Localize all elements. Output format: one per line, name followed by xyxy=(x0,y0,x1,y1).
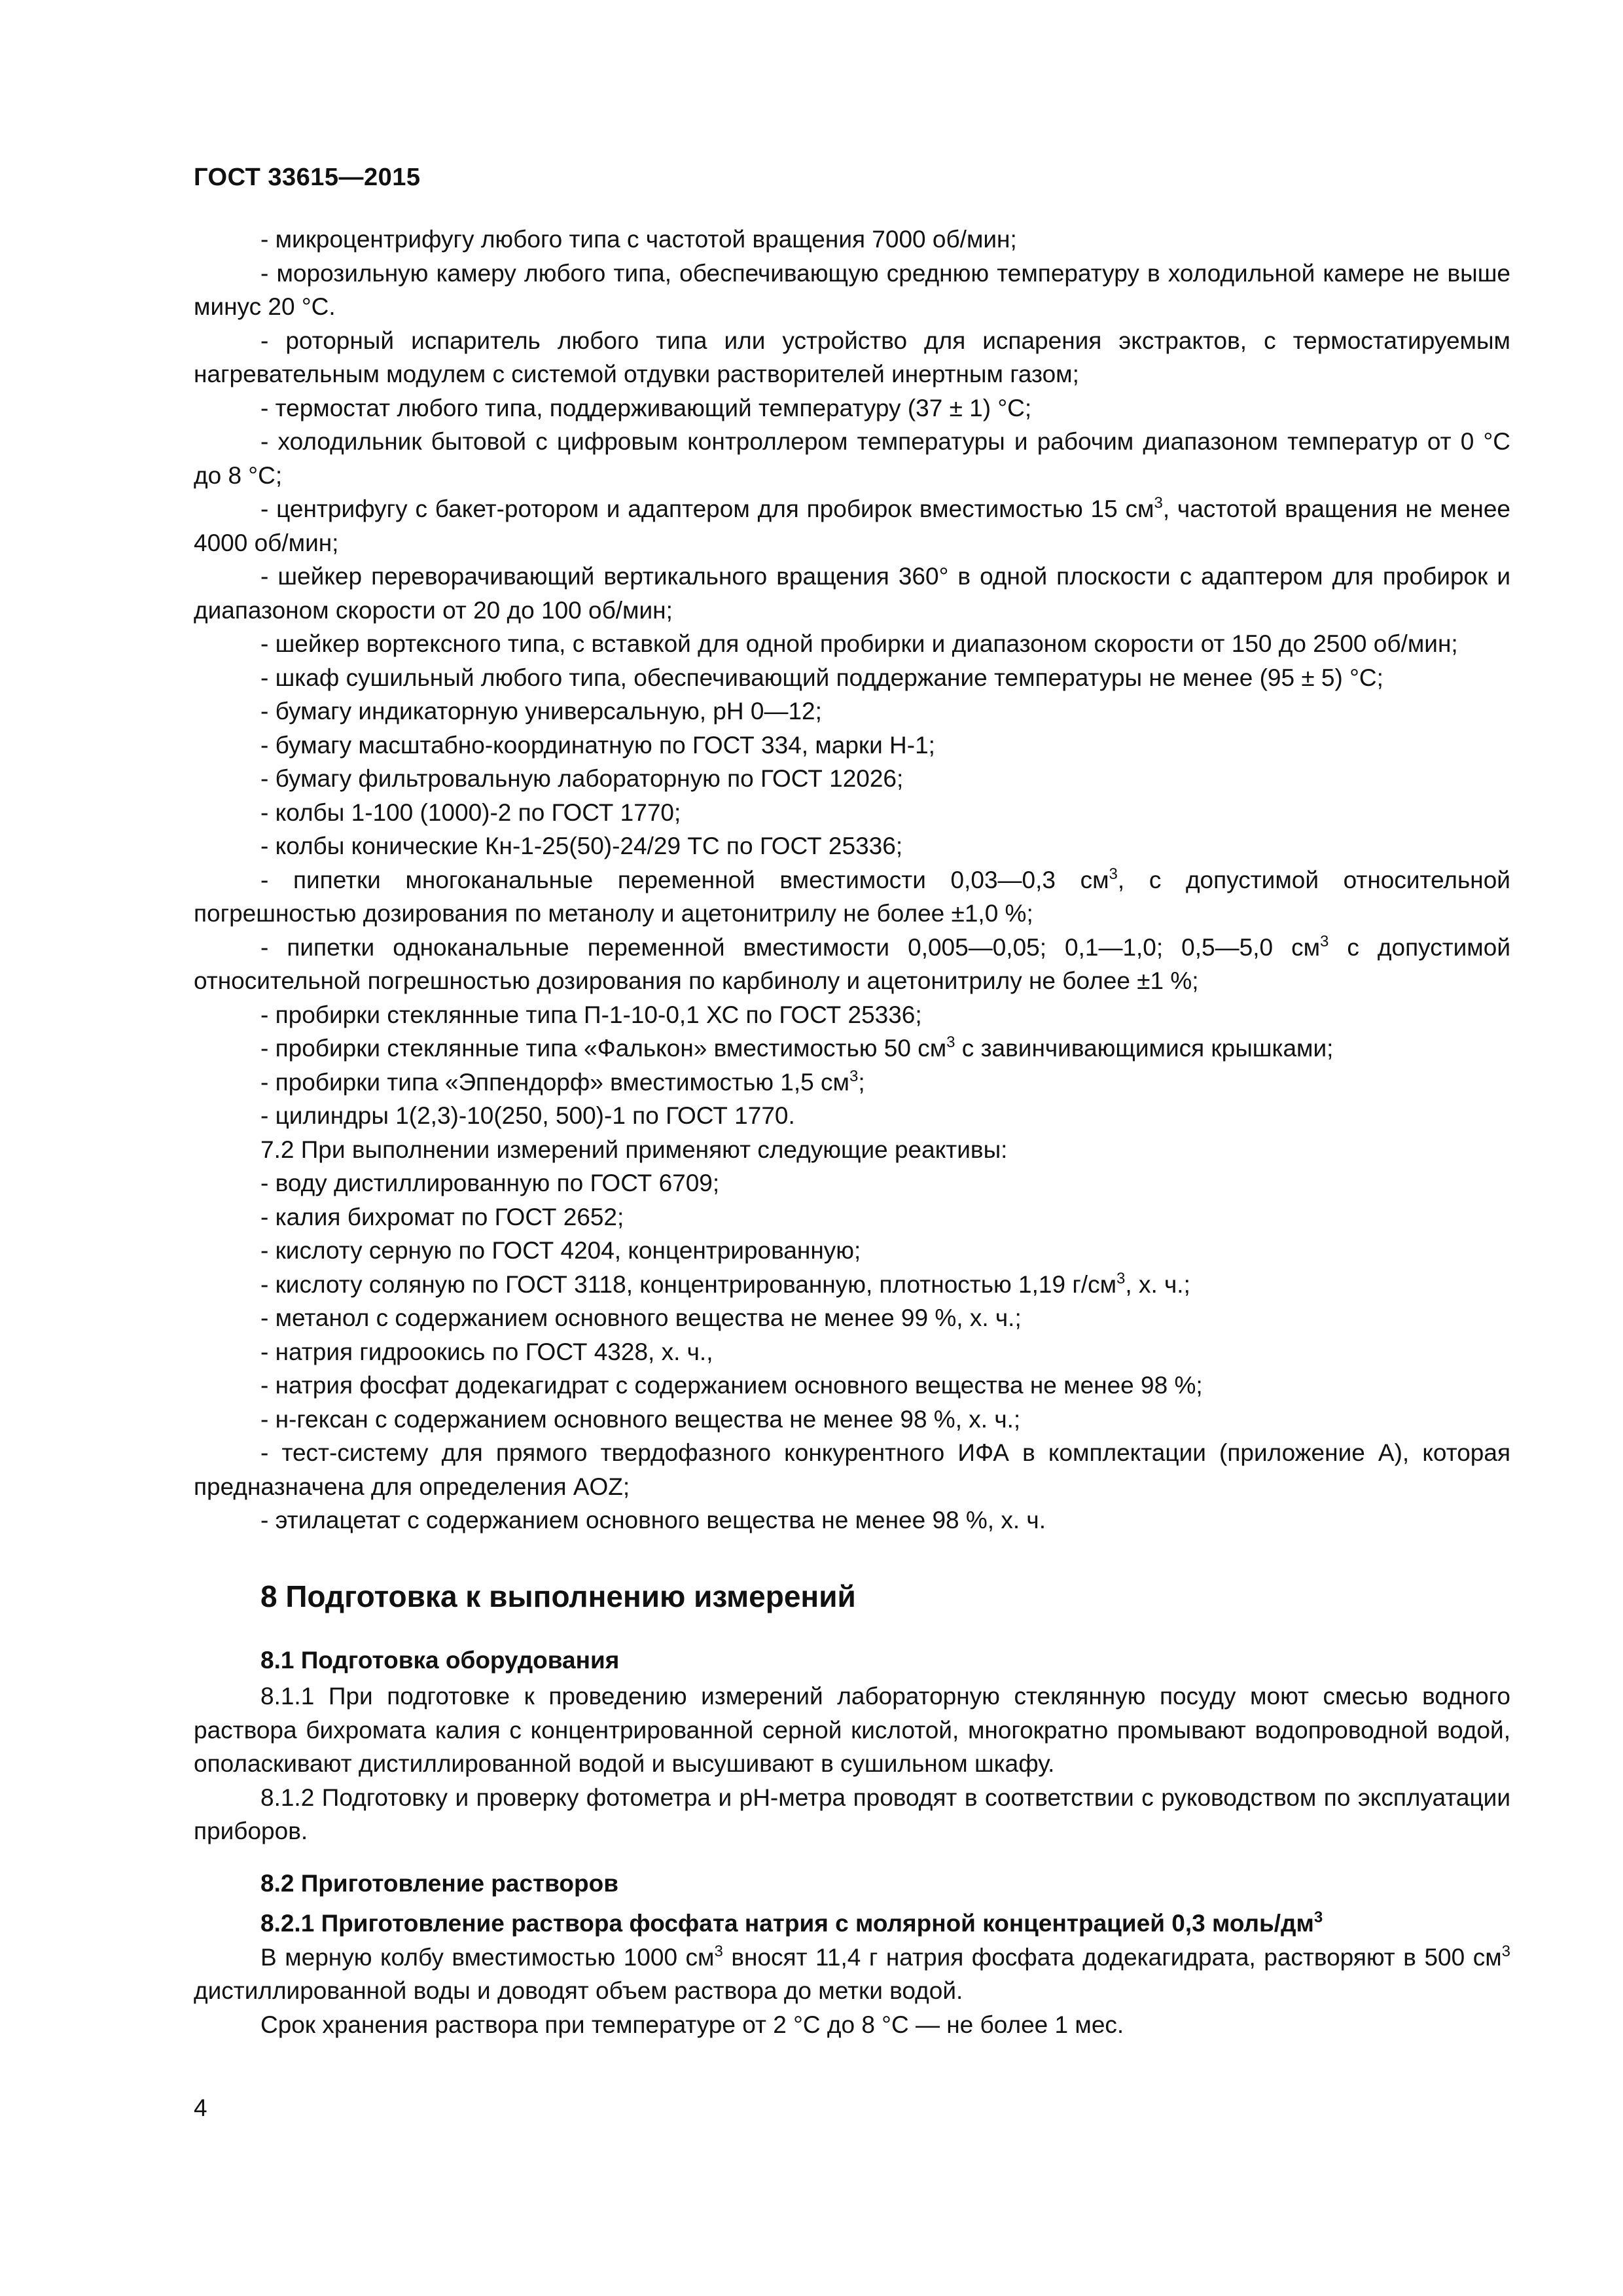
text-part: - пробирки стеклянные типа «Фалькон» вместимостью 50 см xyxy=(260,1035,947,1062)
section-8-title: 8 Подготовка к выполнению измерений xyxy=(260,1579,856,1613)
reagent-item: - этилацетат с содержанием основного вещества не менее 98 %, х. ч. xyxy=(260,1507,1046,1534)
text-part: дистиллированной воды и доводят объем раствора до метки водой. xyxy=(194,1977,963,2004)
equipment-item: - шейкер переворачивающий вертикального вращения 360° в одной плоскости с адаптером для пробирок и диапазоном скорости от 20 до 100 об/мин; xyxy=(194,563,1510,624)
paragraph-8-1-2: 8.1.2 Подготовку и проверку фотометра и pH-метра проводят в соответствии с руководством по эксплуатации приборов. xyxy=(194,1784,1510,1844)
equipment-item xyxy=(194,1031,1510,1066)
text-part: - центрифугу с бакет-ротором и адаптером для пробирок вместимостью 15 см xyxy=(260,495,1154,522)
equipment-item: - колбы 1-100 (1000)-2 по ГОСТ 1770; xyxy=(260,798,681,826)
reagent-item: - калия бихромат по ГОСТ 2652; xyxy=(260,1203,624,1230)
text-part: - кислоту соляную по ГОСТ 3118, концентрированную, плотностью 1,19 г/см xyxy=(260,1270,1117,1298)
equipment-item: - бумагу фильтровальную лабораторную по ГОСТ 12026; xyxy=(260,765,904,792)
equipment-item: - бумагу индикаторную универсальную, pH 0—12; xyxy=(260,698,822,725)
equipment-item: - бумагу масштабно-координатную по ГОСТ 334, марки Н-1; xyxy=(260,731,935,759)
document-header-id: ГОСТ 33615—2015 xyxy=(194,164,421,191)
reagent-item: - натрия гидроокись по ГОСТ 4328, х. ч., xyxy=(260,1338,713,1365)
reagent-item: - натрия фосфат додекагидрат с содержанием основного вещества не менее 98 %; xyxy=(260,1372,1203,1399)
reagent-item: - метанол с содержанием основного вещества не менее 99 %, х. ч.; xyxy=(260,1304,1022,1331)
text-part: , частотой вращения не менее 4000 об/мин; xyxy=(194,495,1510,556)
superscript: 3 xyxy=(1116,1269,1126,1287)
equipment-item xyxy=(194,1066,1510,1100)
reagent-item: - тест-систему для прямого твердофазного конкурентного ИФА в комплектации (приложение А), которая предназначена для определения AOZ; xyxy=(194,1439,1510,1500)
reagents-intro: 7.2 При выполнении измерений применяют следующие реактивы: xyxy=(260,1136,1008,1163)
equipment-item: - пробирки стеклянные типа П-1-10-0,1 ХС по ГОСТ 25336; xyxy=(260,1001,922,1028)
text-part: - пробирки типа «Эппендорф» вместимостью 1,5 см xyxy=(260,1068,849,1096)
equipment-item xyxy=(194,492,1510,560)
text-part: В мерную колбу вместимостью 1000 см xyxy=(260,1943,715,1971)
section-8-2-1-title-text: 8.2.1 Приготовление раствора фосфата натрия с молярной концентрацией 0,3 моль/дм xyxy=(260,1910,1314,1937)
equipment-item: - шейкер вортексного типа, с вставкой для одной пробирки и диапазоном скорости от 150 до 2500 об/мин; xyxy=(260,630,1458,657)
paragraph-8-2-1-b: Срок хранения раствора при температуре от 2 °C до 8 °C — не более 1 мес. xyxy=(260,2011,1124,2038)
superscript: 3 xyxy=(714,1942,723,1960)
section-8-2-title: 8.2 Приготовление растворов xyxy=(260,1869,618,1897)
equipment-item: - морозильную камеру любого типа, обеспечивающую среднюю температуру в холодильной камере не выше минус 20 °C. xyxy=(194,259,1510,320)
paragraph-8-1-1: 8.1.1 При подготовке к проведению измерений лабораторную стеклянную посуду моют смесью водного раствора бихромата калия с концентрированной серной кислотой, многократно промывают водопроводной водой, ополаскивают дистиллированной водой и высушивают в сушильном шкафу. xyxy=(194,1683,1510,1777)
equipment-item: - колбы конические Кн-1-25(50)-24/29 ТС по ГОСТ 25336; xyxy=(260,833,903,859)
reagent-item: - кислоту серную по ГОСТ 4204, концентрированную; xyxy=(260,1237,861,1264)
equipment-item: - термостат любого типа, поддерживающий температуру (37 ± 1) °C; xyxy=(260,394,1032,422)
reagent-list xyxy=(194,1166,1510,1537)
text-part: - пипетки многоканальные переменной вместимости 0,03—0,3 см xyxy=(260,866,1109,893)
document-body xyxy=(194,223,1510,2041)
superscript: 3 xyxy=(849,1067,859,1085)
equipment-item: - холодильник бытовой с цифровым контроллером температуры и рабочим диапазоном температур от 0 °C до 8 °C; xyxy=(194,428,1510,489)
text-part: с завинчивающимися крышками; xyxy=(955,1035,1334,1062)
text-part: вносят 11,4 г натрия фосфата додекагидрата, растворяют в 500 см xyxy=(722,1943,1502,1971)
reagent-item: - воду дистиллированную по ГОСТ 6709; xyxy=(260,1170,720,1196)
superscript: 3 xyxy=(946,1033,955,1051)
page-number: 4 xyxy=(194,2094,207,2121)
text-part: с допустимой относительной погрешностью дозирования по карбинолу и ацетонитрилу не более ±1 %; xyxy=(194,933,1510,994)
equipment-item: - шкаф сушильный любого типа, обеспечивающий поддержание температуры не менее (95 ± 5) °C; xyxy=(260,664,1383,691)
text-part: ; xyxy=(858,1068,865,1096)
equipment-item: - микроцентрифугу любого типа с частотой вращения 7000 об/мин; xyxy=(260,226,1017,253)
text-part: , х. ч.; xyxy=(1125,1270,1190,1298)
equipment-list xyxy=(194,223,1510,1133)
paragraph-8-2-1-a xyxy=(194,1941,1510,2008)
section-8-1-title: 8.1 Подготовка оборудования xyxy=(260,1646,620,1674)
section-8-2-1-title xyxy=(194,1907,1510,1941)
text-part: , с допустимой относительной погрешностью дозирования по метанолу и ацетонитрилу не более ±1,0 %; xyxy=(194,866,1510,927)
superscript: 3 xyxy=(1501,1942,1510,1960)
equipment-item xyxy=(194,931,1510,998)
reagent-item xyxy=(194,1268,1510,1302)
equipment-item: - цилиндры 1(2,3)-10(250, 500)-1 по ГОСТ 1770. xyxy=(260,1102,795,1129)
reagent-item: - н-гексан с содержанием основного вещества не менее 98 %, х. ч.; xyxy=(260,1405,1021,1433)
equipment-item: - роторный испаритель любого типа или устройство для испарения экстрактов, с термостатируемым нагревательным модулем с системой отдувки растворителей инертным газом; xyxy=(194,327,1510,387)
superscript: 3 xyxy=(1313,1909,1323,1926)
superscript: 3 xyxy=(1109,865,1118,883)
superscript: 3 xyxy=(1320,932,1329,950)
equipment-item xyxy=(194,863,1510,931)
text-part: - пипетки одноканальные переменной вместимости 0,005—0,05; 0,1—1,0; 0,5—5,0 см xyxy=(260,933,1321,961)
superscript: 3 xyxy=(1154,494,1163,512)
